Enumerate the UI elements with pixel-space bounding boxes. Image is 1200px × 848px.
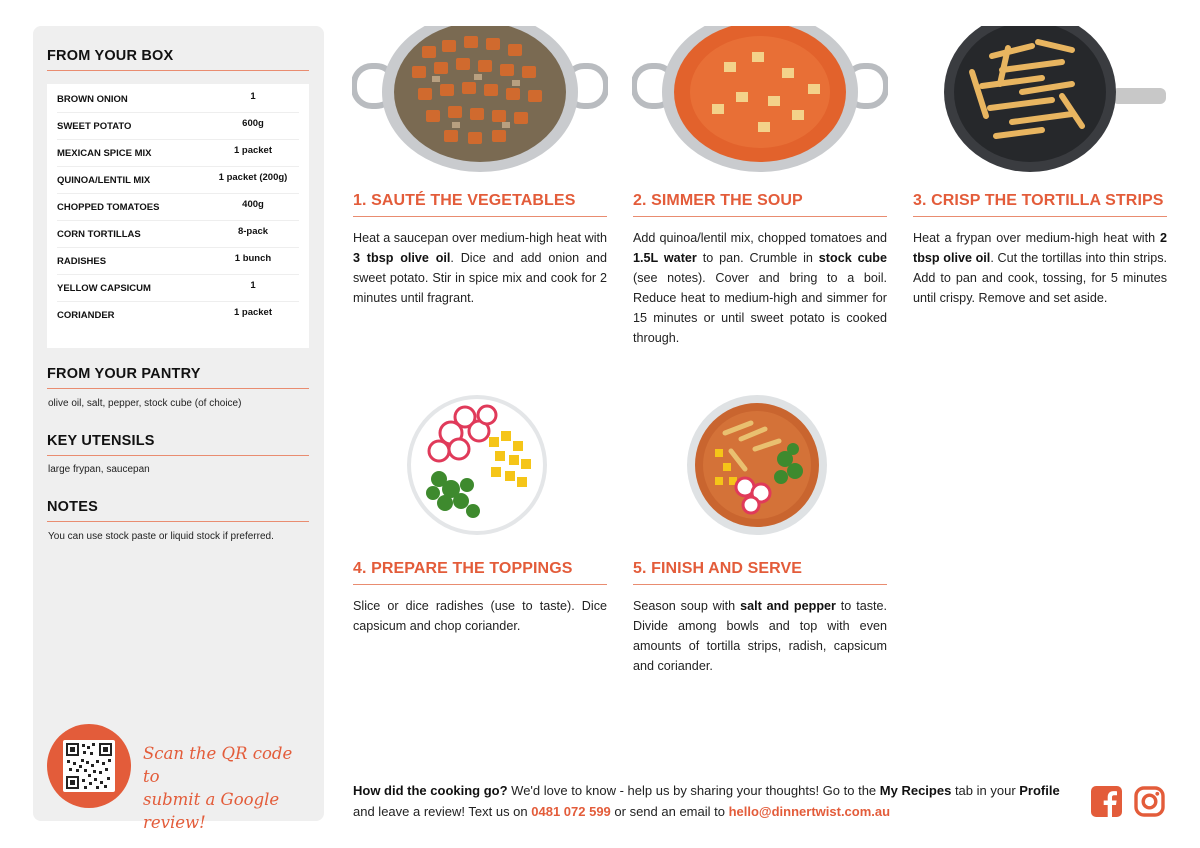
ingredient-qty: 1 — [250, 90, 256, 102]
bold-text: 1.5L water — [633, 251, 697, 265]
facebook-icon[interactable] — [1091, 786, 1122, 822]
step-4-title: 4. PREPARE THE TOPPINGS — [353, 560, 607, 585]
ingredient-qty: 8-pack — [237, 225, 269, 237]
ingredient-row — [57, 140, 299, 167]
bold-text: How did the cooking go? — [353, 783, 508, 798]
step-4-photo — [405, 393, 549, 537]
contact-link[interactable]: hello@dinnertwist.com.au — [728, 804, 891, 819]
ingredient-row — [57, 194, 299, 221]
ingredient-row — [57, 113, 299, 140]
qr-caption-line2: submit a Google review! — [143, 790, 280, 832]
ingredients-table — [47, 84, 309, 348]
notes-title: NOTES — [47, 499, 309, 522]
ingredient-row — [57, 248, 299, 275]
ingredient-name: BROWN ONION — [57, 93, 128, 105]
ingredient-name: CHOPPED TOMATOES — [57, 201, 160, 213]
ingredient-name: MEXICAN SPICE MIX — [57, 147, 152, 159]
text-run: or send an email to — [610, 804, 729, 819]
bold-text: 2 tbsp olive oil — [913, 231, 1167, 265]
step-5-body — [633, 596, 887, 676]
review-footer — [353, 780, 1078, 822]
text-run: Slice or dice radishes (use to taste). Dice capsicum and chop coriander. — [353, 599, 607, 633]
ingredient-qty: 1 bunch — [234, 252, 272, 264]
bold-text: stock cube — [818, 251, 888, 265]
ingredient-qty: 1 packet (200g) — [218, 171, 288, 183]
bold-text: Profile — [1019, 783, 1060, 798]
contact-link[interactable]: 0481 072 599 — [531, 804, 611, 819]
text-run: to pan. Crumble in — [696, 251, 819, 265]
sidebar — [33, 26, 324, 832]
text-run: Heat a saucepan over medium-high heat with — [353, 231, 607, 245]
ingredient-row — [57, 167, 299, 194]
notes-text: You can use stock paste or liquid stock if preferred. — [48, 531, 274, 542]
step-5-title: 5. FINISH AND SERVE — [633, 560, 887, 585]
text-run: to taste. Divide among bowls and top with even amounts of tortilla strips, radish, capsicum and coriander. — [633, 599, 887, 673]
ingredient-qty: 1 packet — [233, 306, 273, 318]
instagram-icon[interactable] — [1134, 786, 1165, 822]
qr-code[interactable] — [63, 740, 115, 792]
ingredient-row — [57, 86, 299, 113]
text-run: tab in your — [951, 783, 1020, 798]
bold-text: My Recipes — [879, 783, 952, 798]
step-2-photo — [632, 26, 888, 172]
bold-text: 3 tbsp olive oil — [353, 251, 451, 265]
step-1-body — [353, 228, 607, 308]
pantry-title: FROM YOUR PANTRY — [47, 366, 309, 389]
text-run: Season soup with — [633, 599, 741, 613]
pantry-text: olive oil, salt, pepper, stock cube (of choice) — [48, 398, 242, 409]
text-run: (see notes). Cover and bring to a boil. Reduce heat to medium-high and simmer for 15 minutes or until sweet potato is cooked through. — [633, 271, 887, 345]
qr-caption — [143, 742, 313, 834]
text-run: Heat a frypan over medium-high heat with — [913, 231, 1160, 245]
step-3-body — [913, 228, 1167, 308]
step-2-title: 2. SIMMER THE SOUP — [633, 192, 887, 217]
qr-caption-line1: Scan the QR code to — [143, 744, 293, 786]
ingredient-name: QUINOA/LENTIL MIX — [57, 174, 151, 186]
bold-text: salt and pepper — [740, 599, 836, 613]
step-5-photo — [685, 393, 829, 537]
step-1-photo — [352, 26, 608, 172]
from-box-title: FROM YOUR BOX — [47, 48, 309, 71]
ingredient-name: CORIANDER — [57, 309, 115, 321]
ingredient-qty: 1 packet — [233, 144, 273, 156]
step-1-title: 1. SAUTÉ THE VEGETABLES — [353, 192, 607, 217]
utensils-text: large frypan, saucepan — [48, 464, 150, 475]
ingredient-row — [57, 221, 299, 248]
ingredient-name: SWEET POTATO — [57, 120, 132, 132]
text-run: and leave a review! Text us on — [353, 804, 532, 819]
text-run: . Cut the tortillas into thin strips. Add to pan and cook, tossing, for 5 minutes until crispy. Remove and set aside. — [913, 251, 1167, 305]
step-2-body — [633, 228, 887, 348]
ingredient-qty: 600g — [242, 117, 264, 129]
ingredient-qty: 400g — [242, 198, 264, 210]
ingredient-row — [57, 302, 299, 328]
ingredient-name: RADISHES — [57, 255, 107, 267]
step-3-photo — [912, 26, 1168, 172]
step-4-body — [353, 596, 607, 636]
utensils-title: KEY UTENSILS — [47, 433, 309, 456]
ingredient-name: CORN TORTILLAS — [57, 228, 141, 240]
ingredient-name: YELLOW CAPSICUM — [57, 282, 151, 294]
text-run: . Dice and add onion and sweet potato. Stir in spice mix and cook for 2 minutes until fragrant. — [353, 251, 607, 305]
ingredient-row — [57, 275, 299, 302]
ingredient-qty: 1 — [250, 279, 256, 291]
text-run: Add quinoa/lentil mix, chopped tomatoes and — [633, 231, 887, 245]
step-3-title: 3. CRISP THE TORTILLA STRIPS — [913, 192, 1167, 217]
qr-badge — [47, 724, 131, 808]
text-run: We'd love to know - help us by sharing your thoughts! Go to the — [507, 783, 880, 798]
